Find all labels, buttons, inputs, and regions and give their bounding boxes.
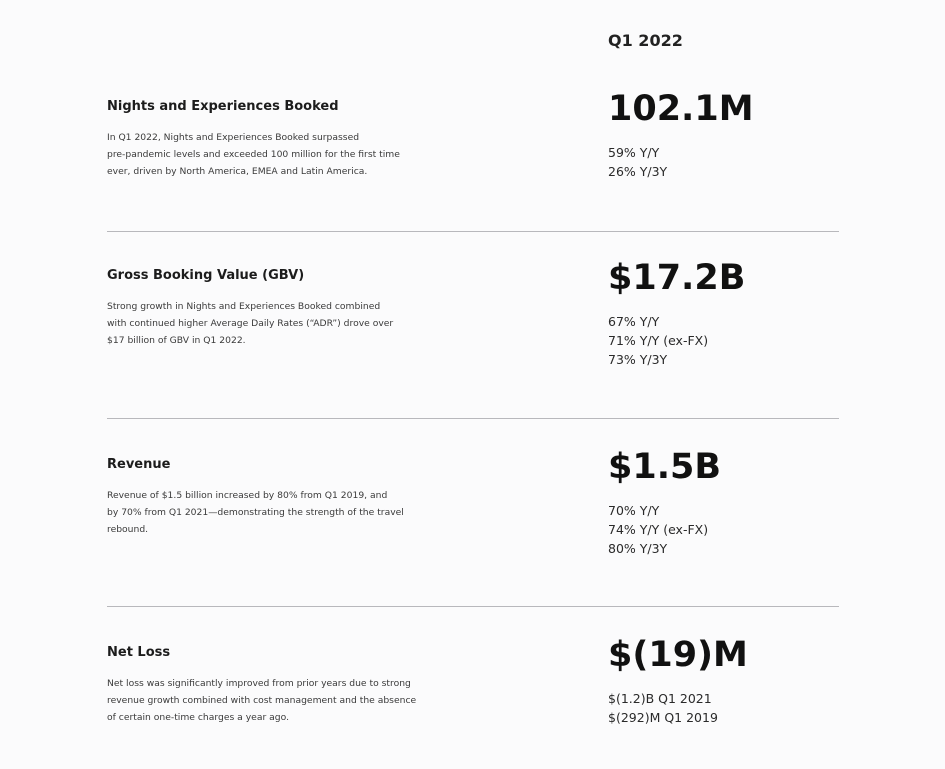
description-line: Revenue of $1.5 billion increased by 80% from Q1 2019, and — [107, 490, 388, 501]
stat-line: 80% Y/3Y — [608, 541, 668, 556]
description-line: of certain one-time charges a year ago. — [107, 712, 289, 723]
stat-line: 73% Y/3Y — [608, 352, 668, 367]
section-divider — [107, 231, 839, 232]
description-line: revenue growth combined with cost management and the absence — [107, 695, 417, 706]
stat-line: 59% Y/Y — [608, 145, 660, 160]
metric-stats — [608, 312, 708, 369]
metric-title: Revenue — [107, 457, 171, 472]
description-line: by 70% from Q1 2021—demonstrating the strength of the travel — [107, 507, 404, 518]
metric-value: $17.2B — [608, 258, 746, 298]
period-header: Q1 2022 — [608, 31, 683, 50]
description-line: with continued higher Average Daily Rates (“ADR”) drove over — [107, 318, 394, 329]
metric-stats — [608, 143, 667, 181]
metric-title: Nights and Experiences Booked — [107, 99, 339, 114]
metric-description — [107, 129, 487, 180]
description-line: rebound. — [107, 524, 149, 535]
metric-description — [107, 298, 487, 349]
stat-line: 26% Y/3Y — [608, 164, 668, 179]
stat-line: 71% Y/Y (ex-FX) — [608, 333, 709, 348]
metric-stats — [608, 689, 718, 727]
stat-line: $(1.2)B Q1 2021 — [608, 691, 712, 706]
metric-description — [107, 675, 487, 726]
stat-line: 67% Y/Y — [608, 314, 660, 329]
stat-line: $(292)M Q1 2019 — [608, 710, 718, 725]
metric-title: Gross Booking Value (GBV) — [107, 268, 305, 283]
metric-stats — [608, 501, 708, 558]
metric-value: 102.1M — [608, 89, 754, 129]
description-line: In Q1 2022, Nights and Experiences Booked surpassed — [107, 132, 360, 143]
metric-title: Net Loss — [107, 645, 171, 660]
description-line: Net loss was significantly improved from prior years due to strong — [107, 678, 411, 689]
section-divider — [107, 418, 839, 419]
metric-description — [107, 487, 487, 538]
section-divider — [107, 606, 839, 607]
metric-value: $(19)M — [608, 635, 748, 675]
stat-line: 74% Y/Y (ex-FX) — [608, 522, 709, 537]
description-line: $17 billion of GBV in Q1 2022. — [107, 335, 246, 346]
description-line: pre-pandemic levels and exceeded 100 million for the first time — [107, 149, 400, 160]
description-line: ever, driven by North America, EMEA and Latin America. — [107, 166, 368, 177]
stat-line: 70% Y/Y — [608, 503, 660, 518]
description-line: Strong growth in Nights and Experiences Booked combined — [107, 301, 381, 312]
metric-value: $1.5B — [608, 447, 722, 487]
